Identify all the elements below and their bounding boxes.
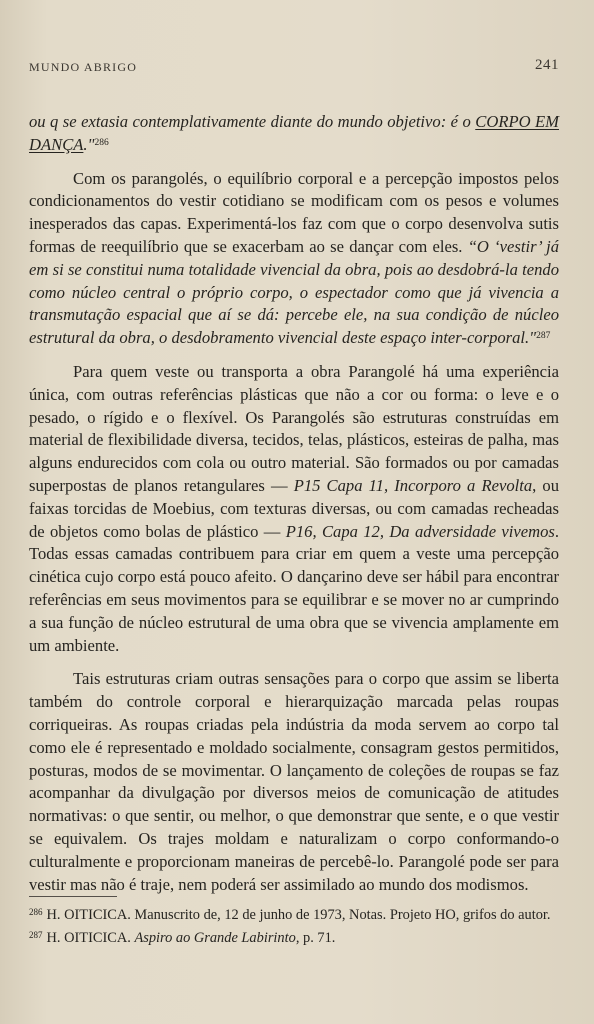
paragraph-3 — [29, 361, 559, 657]
footnote-287 — [29, 929, 559, 949]
paragraph-2-quote: “O ‘vestir’ já em si se constitui numa totalidade vivencial da obra, pois ao desdobrá-la tendo como núcleo central o próprio corpo, o espectador como que já vivencia a transmutação espacial que aí se dá: percebe ele, na sua condição de núcleo estrutural da obra, o desdobramento vivencial deste espaço inter-corporal." — [29, 236, 559, 348]
quote-underlined: CORPO EM DANÇA — [29, 112, 559, 154]
footnote-text: H. OITICICA. Manuscrito de, 12 de junho de 1973, Notas. Projeto HO, grifos do autor. — [46, 907, 551, 923]
paragraph-3-text-a: Para quem veste ou transporta a obra Parangolé há uma experiência única, com outras referências plásticas que não a cor ou forma: o leve e o pesado, o rígido e o flexível. Os Parangolés são estruturas construídas em material de flexibilidade diversa, tecidos, telas, plásticos, esteiras de palha, mas alguns endurecidos com cola ou outro material. São formados ou por camadas superpostas de planos retangulares — — [29, 361, 559, 495]
main-text — [29, 111, 559, 907]
footnotes — [29, 906, 559, 951]
work-title-p16: P16, Capa 12, Da adversidade vivemos — [285, 521, 555, 541]
footnote-number: 286 — [29, 907, 43, 917]
paragraph-4 — [29, 668, 559, 896]
paragraph-1 — [29, 111, 559, 157]
page-number: 241 — [535, 57, 559, 73]
footnote-ref-286: 286 — [94, 137, 109, 148]
work-title-p15: P15 Capa 11, Incorporo a Revolta — [293, 475, 533, 495]
paragraph-3-text-c: . Todas essas camadas contribuem para criar em quem a veste uma percepção cinética cujo corpo está pouco afeito. O dançarino deve ser hábil para encontrar referências em seus movimentos para se equilibrar e se mover no ar cumprindo a sua função de núcleo estrutural de uma obra que se vivencia amplamente em um ambiente. — [29, 521, 559, 655]
footnote-number: 287 — [29, 929, 43, 940]
quote-start: ou q se extasia contemplativamente diante do mundo objetivo: é o — [29, 112, 476, 131]
footnote-book-title: Aspiro ao Grande Labirinto — [134, 929, 296, 946]
paragraph-3-text-b: , ou faixas torcidas de Moebius, com texturas diversas, ou com camadas recheadas de objetos como bolas de plástico — — [29, 475, 560, 541]
paragraph-2 — [29, 168, 559, 350]
paragraph-2-text: Com os parangolés, o equilíbrio corporal e a percepção impostos pelos condicionamentos do vestir cotidiano se modificam com os pesos e volumes inesperados das capas. Experimentá-los faz com que o corpo desenvolva sutis formas de reequilíbrio que se exacerbam ao se dançar com eles. — [29, 168, 559, 256]
paragraph-4-text: Tais estruturas criam outras sensações para o corpo que assim se liberta também do controle corporal e hierarquização marcada pelas roupas corriqueiras. As roupas criadas pela indústria da moda servem ao corpo tal como ele é representado e moldado socialmente, consagram gestos permitidos, posturas, modos de se movimentar. O lançamento de coleções de roupas se faz acompanhar da divulgação por diversos meios de comunicação de atitudes normativas: o que sentir, ou melhor, o que demonstrar que sente, e o que vestir se equivalem. Os trajes moldam e naturalizam o corpo conformando-o culturalmente e proporcionam maneiras de percebê-lo. Parangolé pode ser para vestir mas não é traje, nem poderá ser assimilado ao mundo dos modismos. — [29, 669, 559, 894]
footnote-286 — [29, 906, 559, 926]
footnote-ref-287: 287 — [536, 331, 551, 342]
running-head — [29, 57, 559, 75]
footnote-divider — [29, 896, 117, 897]
running-title: MUNDO ABRIGO — [29, 60, 138, 74]
quote-end: ." — [83, 134, 95, 154]
footnote-text-start: H. OITICICA. — [46, 929, 135, 946]
footnote-text-end: , p. 71. — [295, 929, 336, 946]
